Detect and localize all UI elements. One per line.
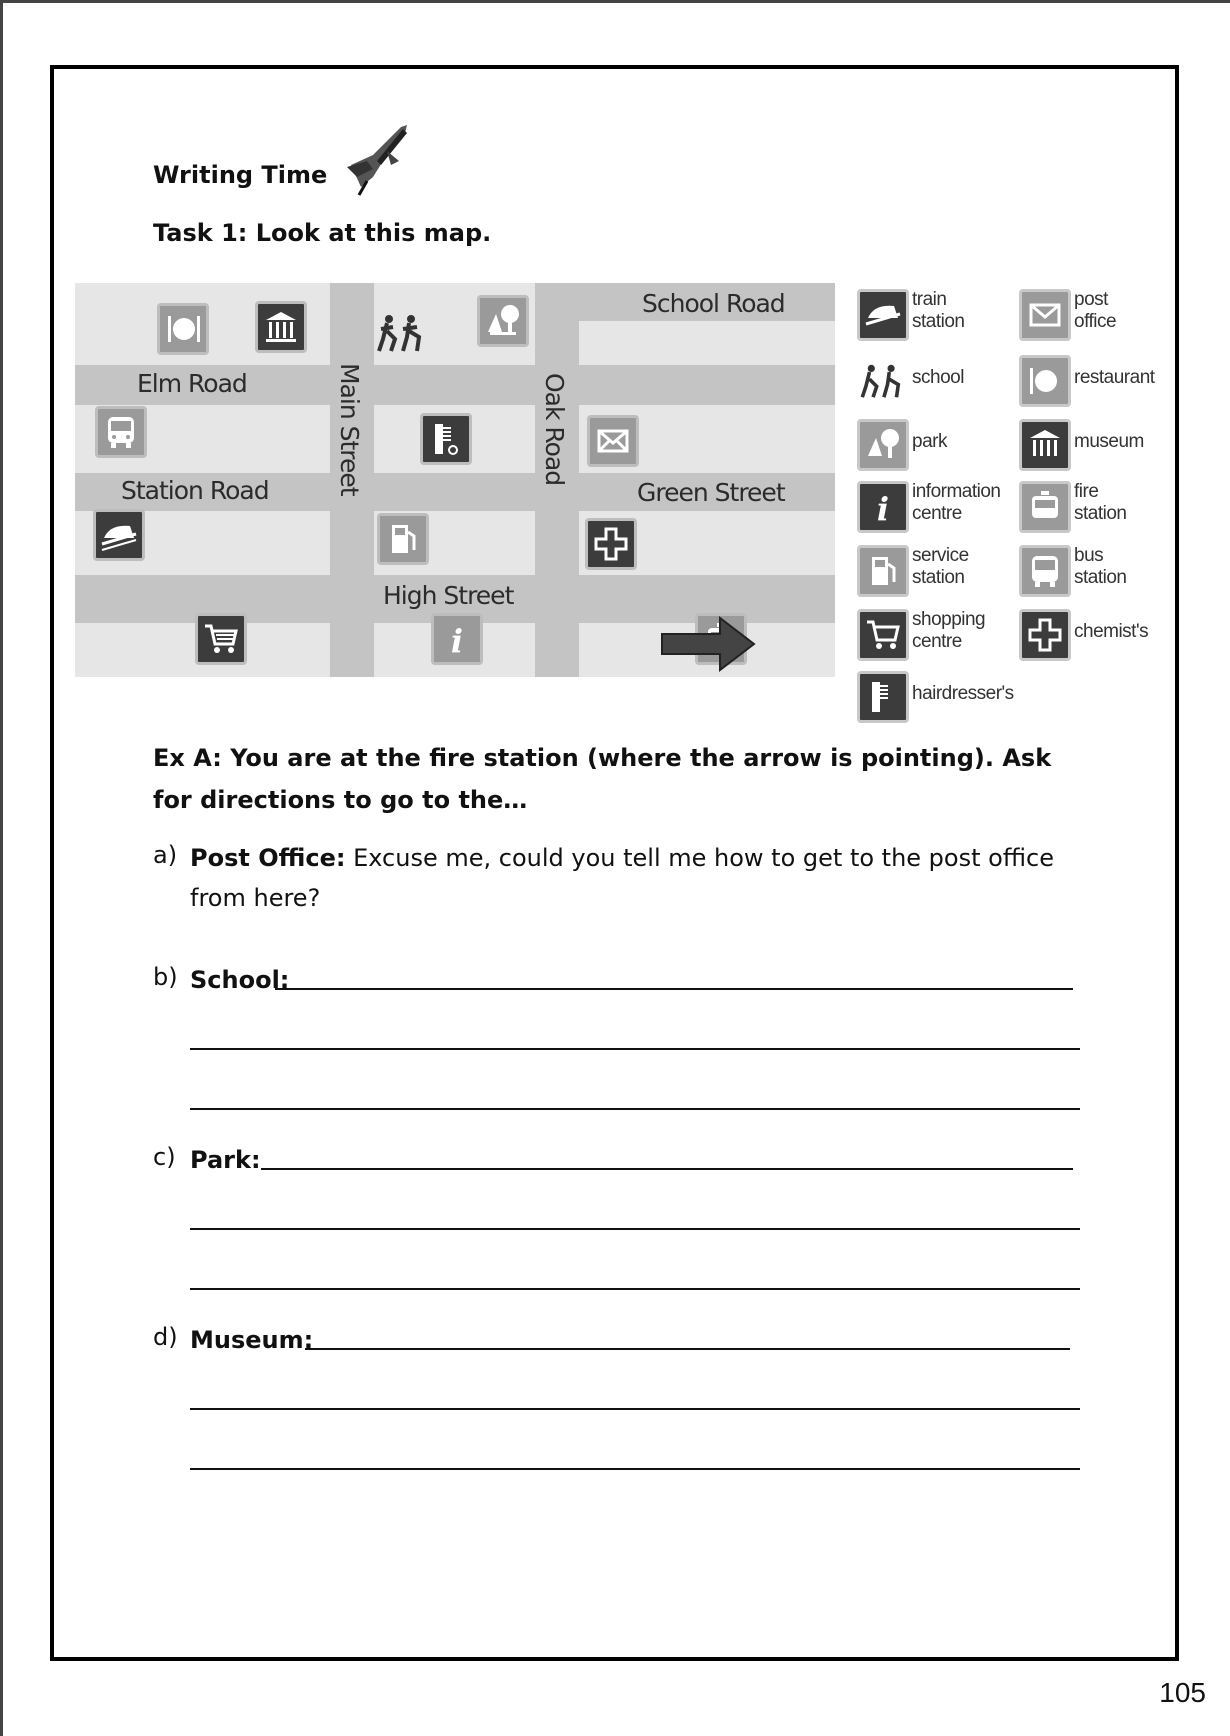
legend-label: bus station xyxy=(1074,545,1127,588)
question-label: Post Office: xyxy=(190,844,346,872)
answer-line[interactable] xyxy=(190,1048,1080,1050)
cross-icon xyxy=(1019,609,1071,661)
plate-cutlery-icon xyxy=(1019,355,1071,407)
legend-item xyxy=(857,545,969,597)
legend-item xyxy=(857,671,1014,723)
legend-item xyxy=(857,289,964,341)
answer-line[interactable] xyxy=(190,1228,1080,1230)
legend-item xyxy=(1019,289,1116,341)
chemist-icon xyxy=(585,518,637,570)
exercise-instruction: Ex A: You are at the fire station (where the arrow is pointing). Ask for directions to go to the… xyxy=(153,744,1052,814)
legend-label: school xyxy=(912,367,964,388)
post-office-icon xyxy=(587,415,639,467)
info-icon xyxy=(857,481,909,533)
park-icon xyxy=(477,295,529,347)
page-number: 105 xyxy=(1159,1677,1206,1708)
question-letter: b) xyxy=(153,963,178,991)
restaurant-icon xyxy=(157,303,209,355)
shopping-centre-icon xyxy=(195,613,247,665)
high-street-label: High Street xyxy=(383,581,514,610)
question-letter: a) xyxy=(153,841,178,869)
question-label: School: xyxy=(190,966,290,994)
answer-line[interactable] xyxy=(190,1108,1080,1110)
bus-icon xyxy=(1019,545,1071,597)
answer-line[interactable] xyxy=(305,1348,1070,1350)
answer-line[interactable] xyxy=(190,1288,1080,1290)
question-label: Park: xyxy=(190,1146,261,1174)
train-station-icon xyxy=(93,509,145,561)
answer-line[interactable] xyxy=(190,1408,1080,1410)
legend-label: fire station xyxy=(1074,481,1127,524)
green-street-label: Green Street xyxy=(637,478,785,507)
legend-label: shopping centre xyxy=(912,609,986,652)
question-a xyxy=(190,838,1090,918)
fuel-pump-icon xyxy=(857,545,909,597)
school-children-icon xyxy=(857,355,909,407)
town-map xyxy=(75,283,835,677)
elm-road-label: Elm Road xyxy=(137,369,247,398)
legend-item xyxy=(1019,545,1126,597)
legend-label: hairdresser's xyxy=(912,683,1014,704)
school-icon xyxy=(377,313,427,357)
service-station-icon xyxy=(377,513,429,565)
legend-item xyxy=(857,419,947,471)
legend-item xyxy=(1019,419,1144,471)
envelope-icon xyxy=(1019,289,1071,341)
fire-engine-icon xyxy=(1019,481,1071,533)
arrow-right-icon xyxy=(660,616,756,672)
task-heading: Task 1: Look at this map. xyxy=(153,219,492,247)
question-letter: d) xyxy=(153,1323,178,1351)
legend-label: service station xyxy=(912,545,969,588)
legend-label: chemist's xyxy=(1074,621,1149,642)
legend-item xyxy=(857,355,964,407)
question-label: Museum: xyxy=(190,1326,314,1354)
station-road-label: Station Road xyxy=(121,476,269,505)
legend-item xyxy=(1019,609,1148,661)
hairdresser-icon xyxy=(420,413,472,465)
question-answer: Excuse me, could you tell me how to get to the post office from here? xyxy=(190,844,1054,912)
legend-label: park xyxy=(912,431,947,452)
oak-road-label: Oak Road xyxy=(540,373,569,486)
museum-building-icon xyxy=(1019,419,1071,471)
legend-label: information centre xyxy=(912,481,1001,524)
comb-scissors-icon xyxy=(857,671,909,723)
answer-line[interactable] xyxy=(190,1468,1080,1470)
legend-label: restaurant xyxy=(1074,367,1155,388)
legend-item xyxy=(857,481,1001,533)
answer-line[interactable] xyxy=(275,988,1073,990)
museum-icon xyxy=(255,301,307,353)
bus-station-icon xyxy=(95,406,147,458)
svg-text:i: i xyxy=(450,622,464,658)
question-letter: c) xyxy=(153,1143,176,1171)
legend-item xyxy=(1019,355,1155,407)
legend-label: museum xyxy=(1074,431,1144,452)
legend-label: train station xyxy=(912,289,965,332)
svg-text:i: i xyxy=(876,490,890,526)
school-road-label: School Road xyxy=(642,289,785,318)
tree-bench-icon xyxy=(857,419,909,471)
legend-item xyxy=(857,609,985,661)
legend-label: post office xyxy=(1074,289,1117,332)
shopping-cart-icon xyxy=(857,609,909,661)
writing-time-heading: Writing Time xyxy=(153,161,328,189)
information-centre-icon xyxy=(431,613,483,665)
pen-icon xyxy=(343,121,413,199)
legend-item xyxy=(1019,481,1126,533)
main-street-label: Main Street xyxy=(335,363,364,496)
answer-line[interactable] xyxy=(261,1168,1073,1170)
train-icon xyxy=(857,289,909,341)
